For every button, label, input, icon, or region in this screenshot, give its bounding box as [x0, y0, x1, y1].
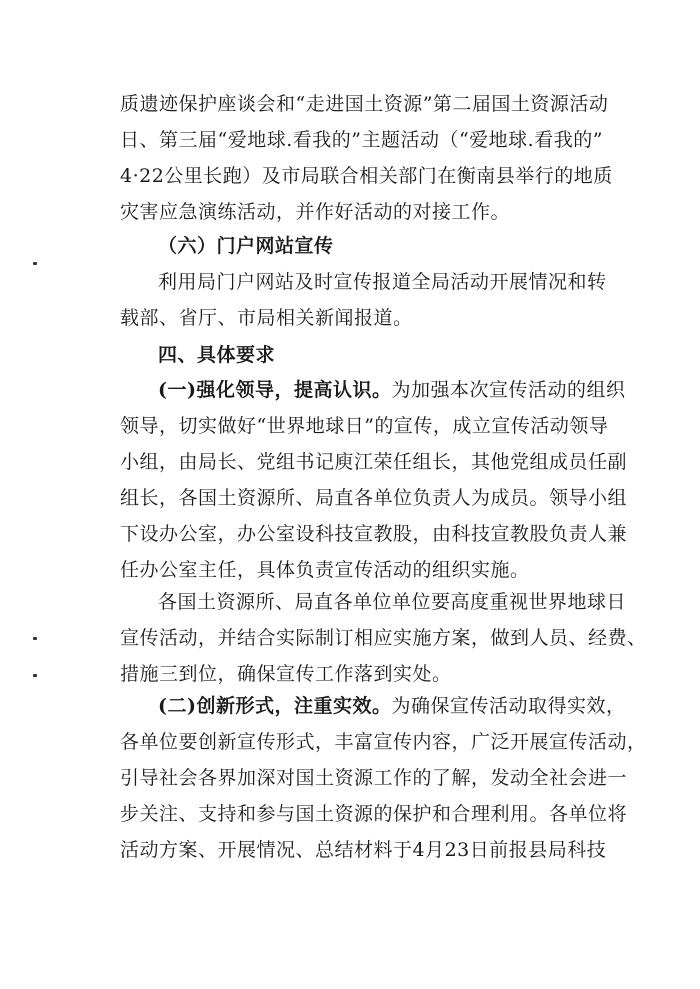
text-run: 为加强本次宣传活动的组织 — [391, 379, 626, 401]
text-line: 各国土资源所、局直各单位单位要高度重视世界地球日 — [158, 591, 627, 613]
lead-phrase: (二)创新形式，注重实效。 — [158, 695, 392, 717]
text-line: 宣传活动，并结合实际制订相应实施方案，做到人员、经费、 — [120, 627, 647, 649]
text-line — [120, 688, 626, 724]
scan-mark — [33, 262, 37, 265]
text-line: 领导，切实做好“世界地球日”的宣传，成立宣传活动领导 — [120, 415, 609, 437]
scan-mark — [33, 674, 37, 677]
text-line: 小组，由局长、党组书记庾江荣任组长，其他党组成员任副 — [120, 451, 628, 473]
text-line: 日、第三届“爱地球.看我的”主题活动（“爱地球.看我的” — [120, 129, 603, 151]
text-line: 引导社会各界加深对国土资源工作的了解，发动全社会进一 — [120, 767, 628, 789]
text-line: 质遗迹保护座谈会和“走进国土资源”第二届国土资源活动 — [120, 93, 609, 115]
paragraph-3 — [120, 372, 628, 588]
paragraph-5 — [120, 688, 647, 868]
section-heading: 四、具体要求 — [158, 344, 276, 366]
paragraph-1 — [120, 86, 613, 230]
text-line: 措施三到位，确保宣传工作落到实处。 — [120, 663, 452, 685]
text-line: 载部、省厅、市局相关新闻报道。 — [120, 307, 413, 329]
text-line: 各单位要创新宣传形式，丰富宣传内容，广泛开展宣传活动， — [120, 731, 647, 753]
text-line: 组长，各国土资源所、局直各单位负责人为成员。领导小组 — [120, 487, 628, 509]
text-line: 下设办公室，办公室设科技宣教股，由科技宣教股负责人兼 — [120, 523, 628, 545]
text-line: 利用局门户网站及时宣传报道全局活动开展情况和转 — [158, 271, 607, 293]
lead-phrase: (一)强化领导，提高认识。 — [158, 379, 392, 401]
text-line: 4·22公里长跑）及市局联合相关部门在衡南县举行的地质 — [120, 165, 613, 187]
text-line — [120, 372, 626, 408]
section-heading: （六）门户网站宣传 — [158, 235, 334, 257]
paragraph-4 — [120, 584, 647, 692]
paragraph-2 — [120, 264, 610, 336]
text-line: 活动方案、开展情况、总结材料于4月23日前报县局科技 — [120, 839, 607, 861]
text-run: 为确保宣传活动取得实效， — [391, 695, 626, 717]
scan-mark — [33, 637, 37, 640]
text-line: 任办公室主任，具体负责宣传活动的组织实施。 — [120, 559, 530, 581]
heading-requirements — [120, 337, 610, 373]
heading-section-6 — [120, 228, 610, 264]
text-line: 步关注、支持和参与国土资源的保护和合理利用。各单位将 — [120, 803, 628, 825]
text-line: 灾害应急演练活动，并作好活动的对接工作。 — [120, 201, 511, 223]
